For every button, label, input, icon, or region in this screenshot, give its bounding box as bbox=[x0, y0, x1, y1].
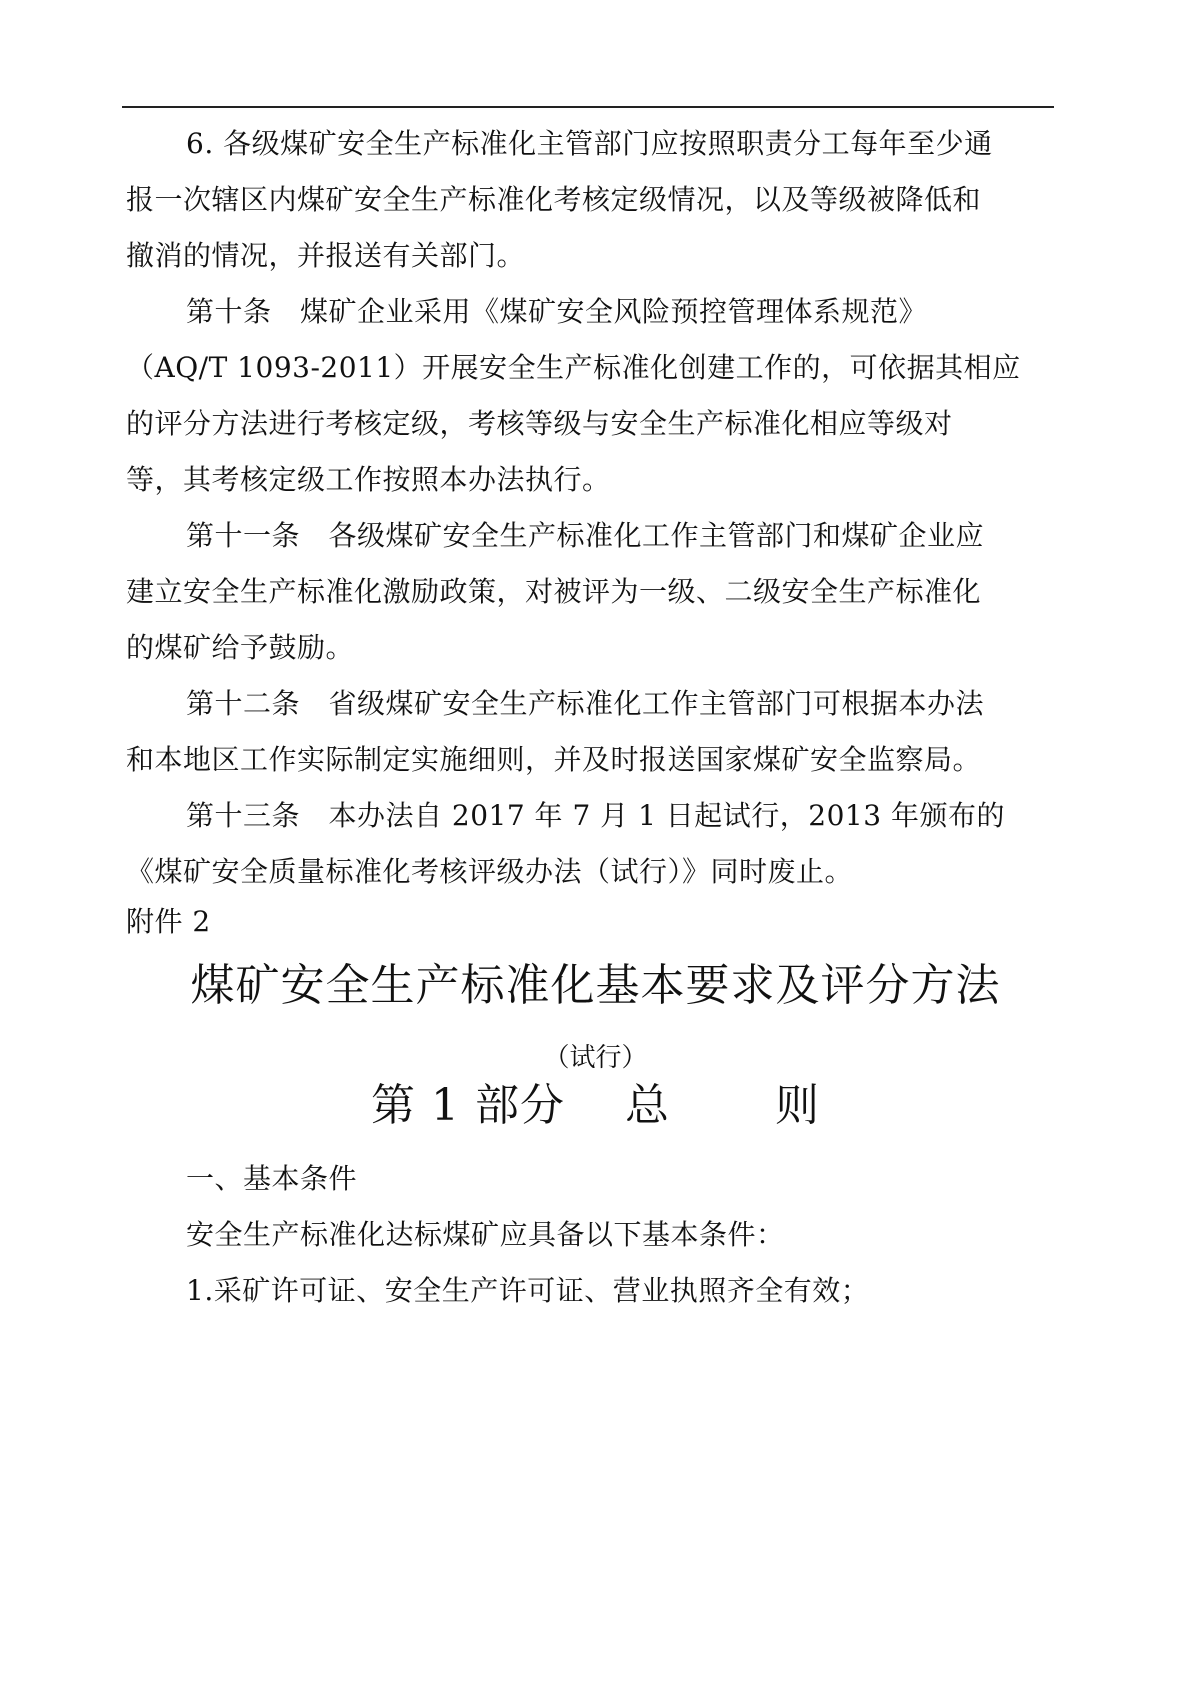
document-title: 煤矿安全生产标准化基本要求及评分方法 bbox=[190, 960, 1001, 1011]
attachment-label: 附件 2 bbox=[126, 905, 211, 938]
paragraph-line: 《煤矿安全质量标准化考核评级办法（试行）》同时废止。 bbox=[126, 855, 854, 888]
article-13-line: 第十三条 本办法自 2017 年 7 月 1 日起试行，2013 年颁布的 bbox=[186, 799, 1005, 832]
part-title: 第 1 部分 总 则 bbox=[371, 1080, 820, 1131]
article-10-line: 第十条 煤矿企业采用《煤矿安全风险预控管理体系规范》 bbox=[186, 295, 928, 328]
paragraph-line: 的煤矿给予鼓励。 bbox=[126, 631, 355, 664]
section-intro: 安全生产标准化达标煤矿应具备以下基本条件： bbox=[186, 1218, 785, 1251]
paragraph-line: 撤消的情况，并报送有关部门。 bbox=[126, 239, 526, 272]
article-12-line: 第十二条 省级煤矿安全生产标准化工作主管部门可根据本办法 bbox=[186, 687, 985, 720]
paragraph-line: （AQ/T 1093-2011）开展安全生产标准化创建工作的，可依据其相应 bbox=[126, 351, 1021, 384]
paragraph-line: 报一次辖区内煤矿安全生产标准化考核定级情况，以及等级被降低和 bbox=[126, 183, 982, 216]
paragraph-line: 6. 各级煤矿安全生产标准化主管部门应按照职责分工每年至少通 bbox=[186, 127, 993, 160]
list-item: 1.采矿许可证、安全生产许可证、营业执照齐全有效； bbox=[186, 1274, 870, 1307]
paragraph-line: 等，其考核定级工作按照本办法执行。 bbox=[126, 463, 611, 496]
header-rule bbox=[122, 106, 1054, 108]
document-subtitle: （试行） bbox=[543, 1043, 648, 1073]
paragraph-line: 建立安全生产标准化激励政策，对被评为一级、二级安全生产标准化 bbox=[126, 575, 982, 608]
paragraph-line: 和本地区工作实际制定实施细则，并及时报送国家煤矿安全监察局。 bbox=[126, 743, 982, 776]
article-11-line: 第十一条 各级煤矿安全生产标准化工作主管部门和煤矿企业应 bbox=[186, 519, 985, 552]
section-heading: 一、基本条件 bbox=[186, 1162, 358, 1195]
paragraph-line: 的评分方法进行考核定级，考核等级与安全生产标准化相应等级对 bbox=[126, 407, 953, 440]
